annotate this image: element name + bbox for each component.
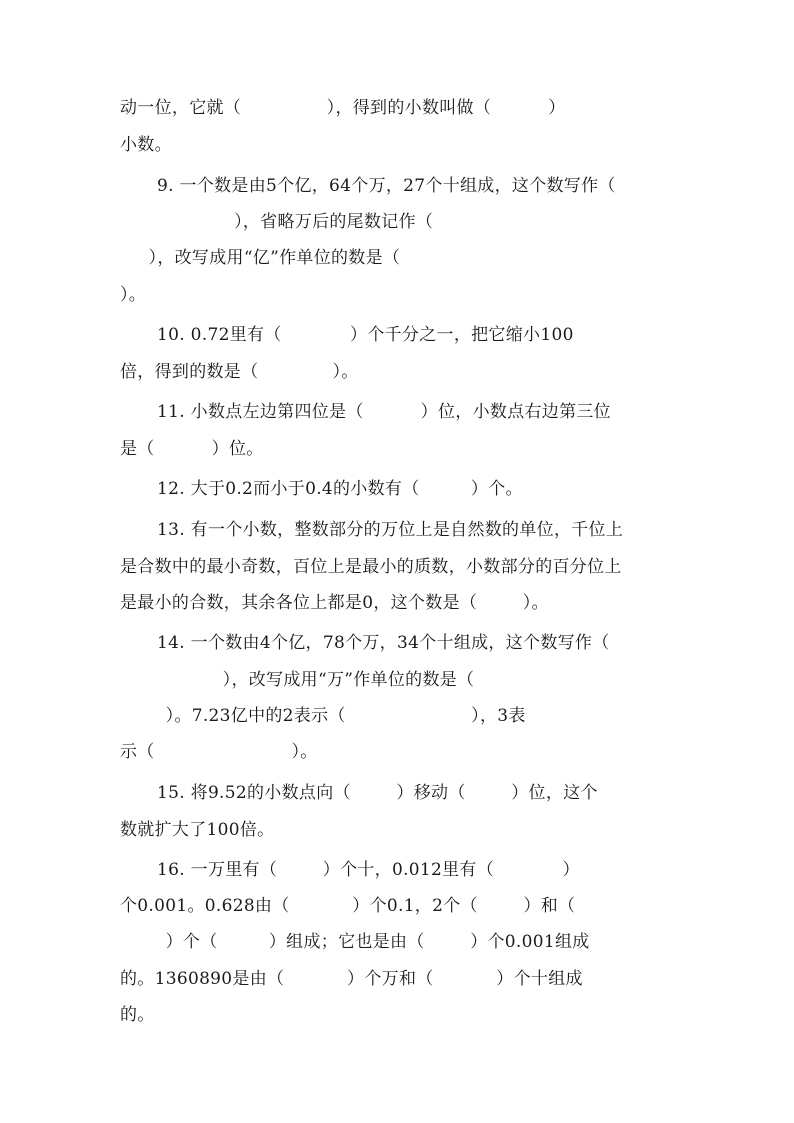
text-line: ），省略万后的尾数记作（ (120, 212, 434, 232)
question-15-line: 15. 将9.52的小数点向（ ）移动（ ）位，这个 (157, 783, 598, 803)
question-14-line: 14. 一个数由4个亿，78个万，34个十组成，这个数写作（ (157, 633, 610, 653)
text-line: 倍，得到的数是（ ）。 (120, 362, 359, 382)
question-10-line: 10. 0.72里有（ ）个千分之一，把它缩小100 (157, 325, 574, 345)
text-line: 个0.001。0.628由（ ）个0.1，2个（ ）和（ (120, 896, 576, 916)
text-line: ），改写成用“亿”作单位的数是（ (120, 248, 401, 268)
text-line: ），改写成用“万”作单位的数是（ (120, 670, 475, 690)
text-line: ）个（ ）组成；它也是由（ ）个0.001组成 (120, 932, 590, 952)
text-line: 数就扩大了100倍。 (120, 820, 275, 840)
question-16-line: 16. 一万里有（ ）个十，0.012里有（ ） (157, 860, 580, 880)
text-line: 示（ ）。 (120, 742, 318, 762)
text-line: 的。 (120, 1005, 155, 1025)
text-line: 是合数中的最小奇数，百位上是最小的质数，小数部分的百分位上 (120, 557, 622, 577)
text-line: 是最小的合数，其余各位上都是0，这个数是（ ）。 (120, 593, 549, 613)
question-12-line: 12. 大于0.2而小于0.4的小数有（ ）个。 (157, 479, 523, 499)
question-13-line: 13. 有一个小数，整数部分的万位上是自然数的单位，千位上 (157, 520, 624, 540)
text-line: 动一位，它就（ ），得到的小数叫做（ ） (120, 98, 566, 118)
text-line: 是（ ）位。 (120, 439, 264, 459)
text-line: 小数。 (120, 135, 172, 155)
text-line: ）。 (120, 285, 147, 305)
text-line: 的。1360890是由（ ）个万和（ ）个十组成 (120, 969, 583, 989)
question-11-line: 11. 小数点左边第四位是（ ）位，小数点右边第三位 (157, 402, 611, 422)
text-line: ）。7.23亿中的2表示（ ），3表 (120, 706, 526, 726)
question-9-line: 9. 一个数是由5个亿，64个万，27个十组成，这个数写作（ (157, 176, 616, 196)
